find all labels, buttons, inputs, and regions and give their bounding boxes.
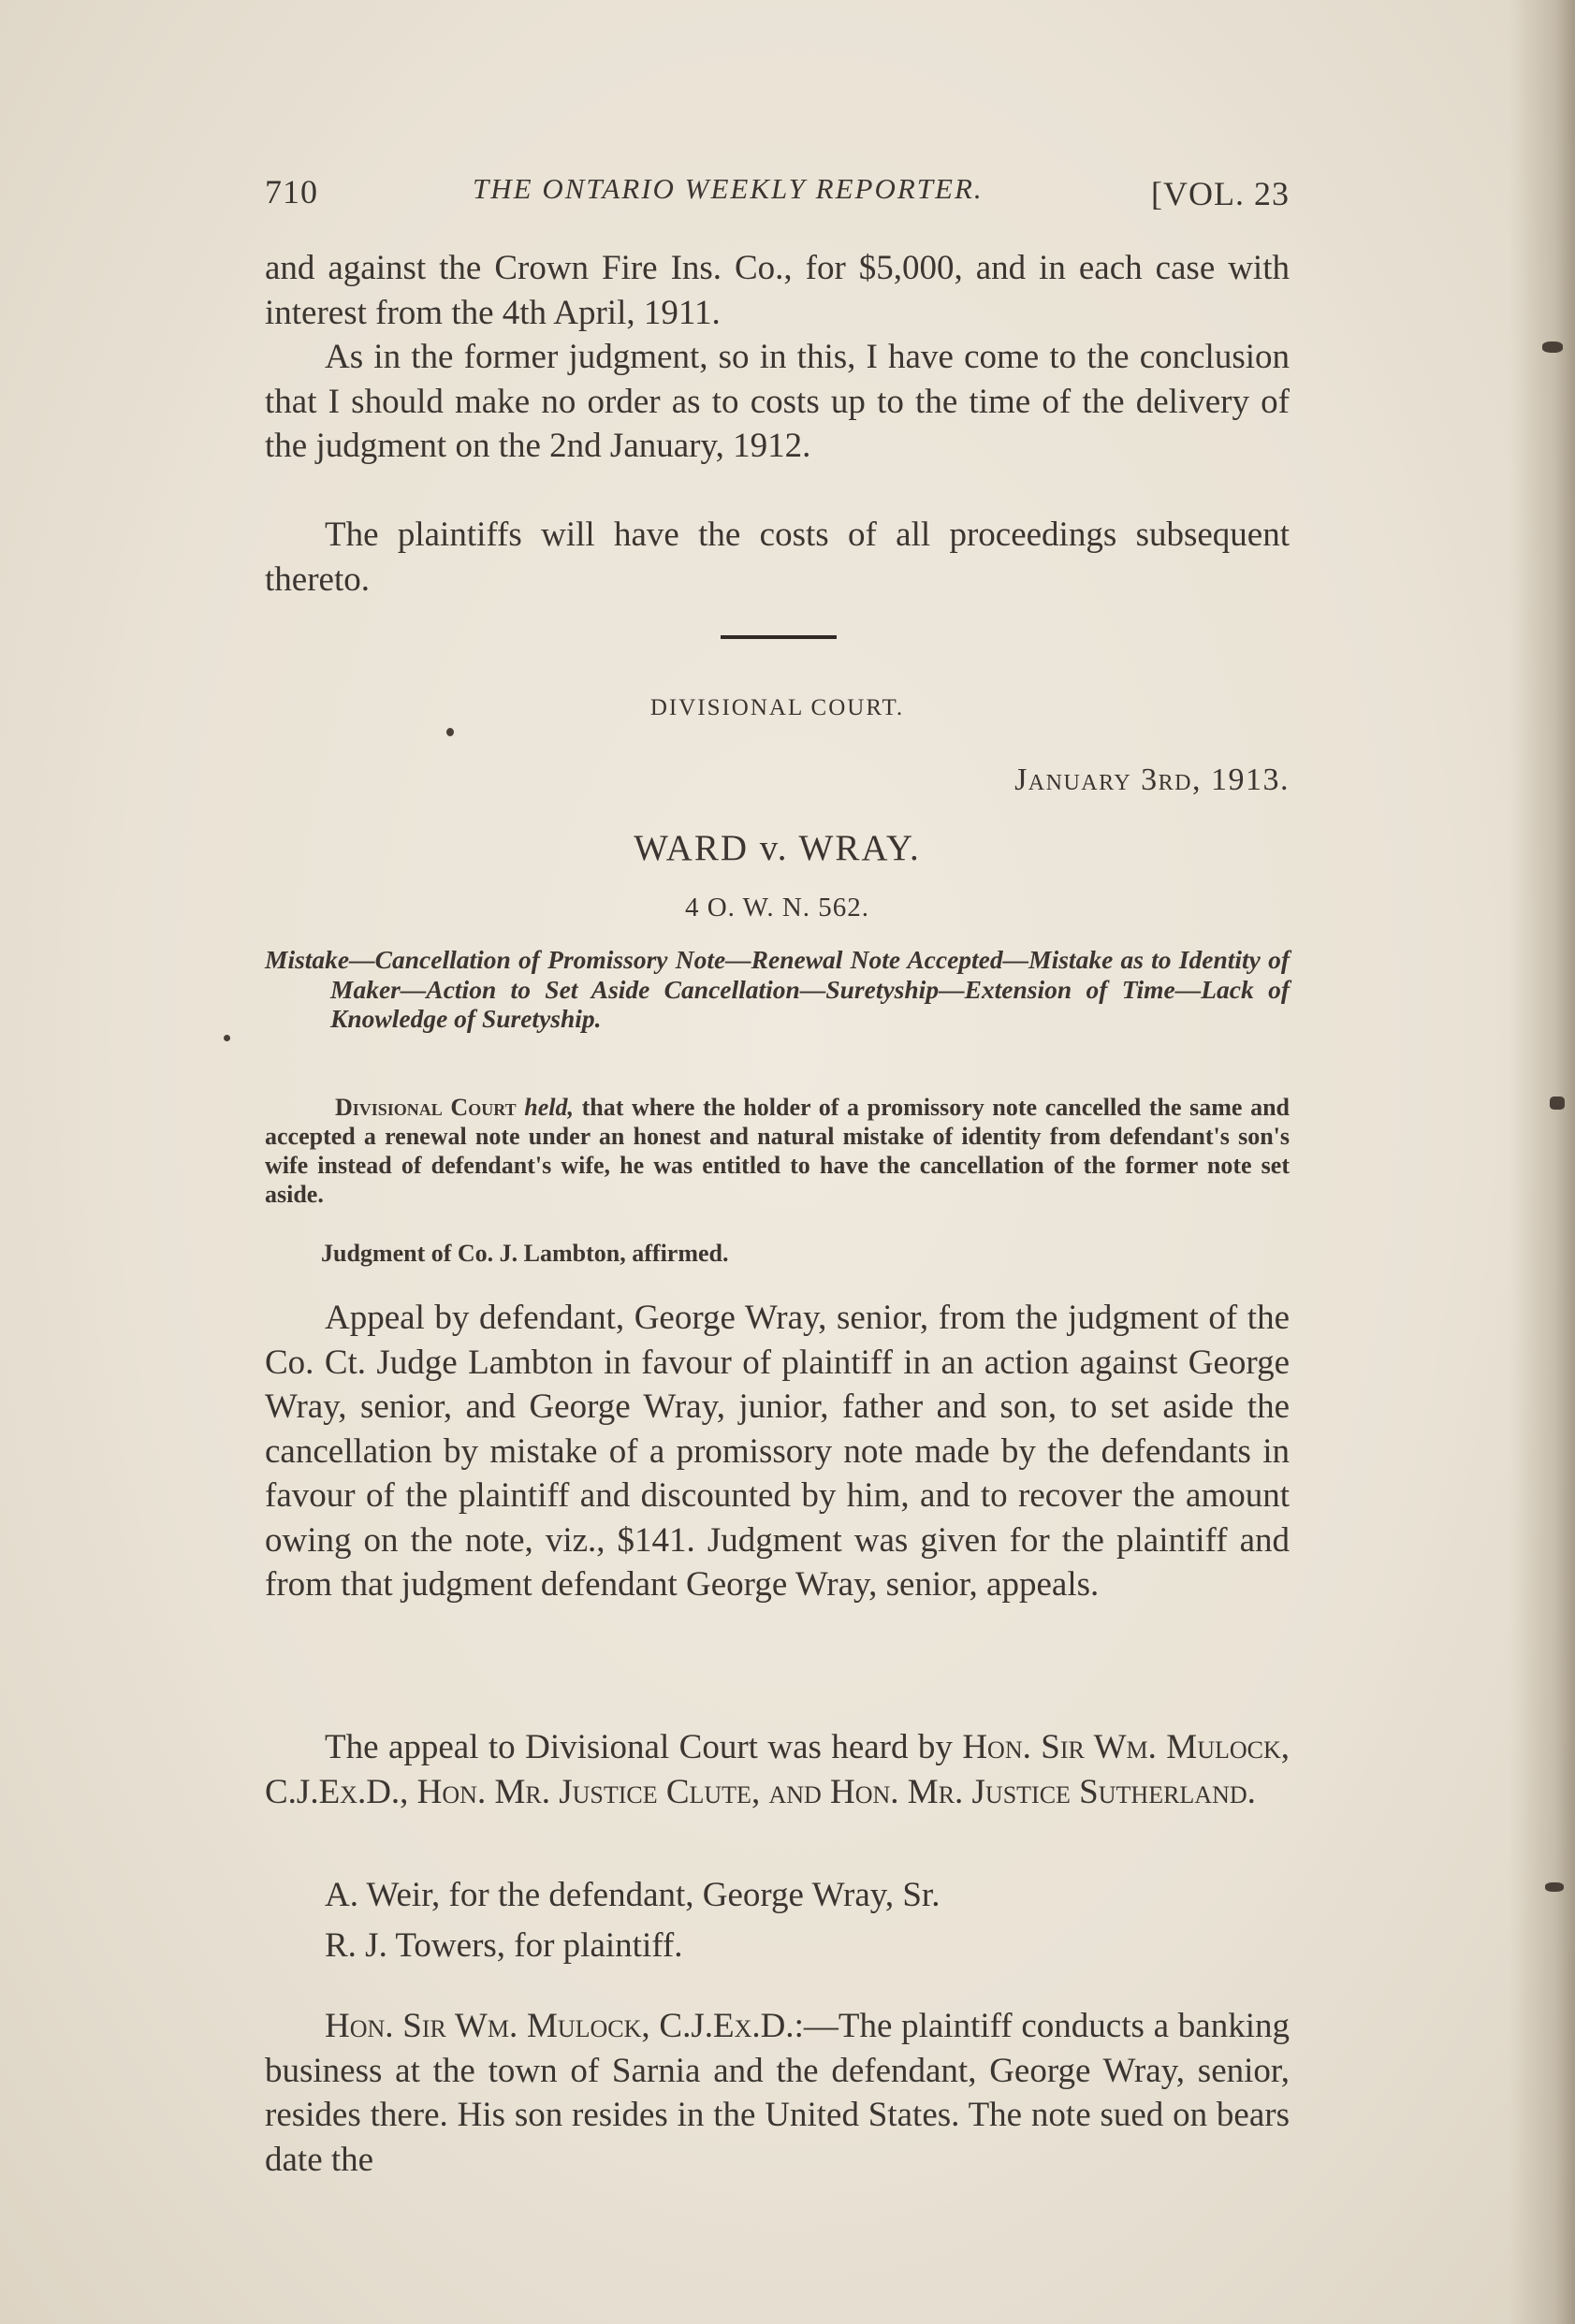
judgment-affirmed-note: Judgment of Co. J. Lambton, affirmed. (321, 1240, 729, 1267)
section-divider (721, 635, 837, 639)
opinion-paragraph (265, 2004, 1290, 2182)
headnote-catchwords: Mistake—Cancellation of Promissory Note—Renewal Note Accepted—Mistake as to Identity of Maker—Action to Set Aside Cancellation—Suretyship—Extension of Time—Lack of Knowledge of Suretyship. (265, 945, 1290, 1033)
case-citation: 4 O. W. N. 562. (684, 893, 870, 922)
statement-of-appeal: Appeal by defendant, George Wray, senior, from the judgment of the Co. Ct. Judge Lambton in favour of plaintiff in an action against George Wray, senior, and George Wray, junior, father and son, to set aside the cancellation by mistake of a promissory note made by the defendants in favour of the plaintiff and discounted by him, and to recover the amount owing on the note, viz., $141. Judgment was given for the plaintiff and from that judgment defendant George Wray, senior, appeals. (265, 1299, 1290, 1604)
ink-speck (224, 1035, 230, 1041)
ink-speck (1550, 1097, 1565, 1110)
decision-date: January 3rd, 1913. (1014, 763, 1290, 797)
headnote-holding (265, 1093, 1290, 1209)
counsel-line: R. J. Towers, for plaintiff. (325, 1926, 683, 1965)
bench-paragraph (265, 1725, 1290, 1814)
bench-judges: Hon. Sir Wm. Mulock, C.J.Ex.D., Hon. Mr. Justice Clute, and Hon. Mr. Justice Sutherland. (265, 1728, 1290, 1811)
opinion-judge: Hon. Sir Wm. Mulock, C.J.Ex.D. (325, 2007, 795, 2045)
holding-text: that where the holder of a promissory note cancelled the same and accepted a renewal note under an honest and natural mistake of identity from defendant's son's wife instead of defendant's wife, he was entitled to have the cancellation of the former note set aside. (265, 1094, 1291, 1208)
previous-case-paragraph: The plaintiffs will have the costs of all proceedings subsequent thereto. (265, 516, 1290, 599)
case-title: WARD v. WRAY. (634, 828, 921, 868)
page-number: 710 (265, 173, 318, 211)
running-head-title: THE ONTARIO WEEKLY REPORTER. (473, 172, 984, 205)
holding-court-name: Divisional Court (335, 1094, 517, 1121)
bench-prefix: The appeal to Divisional Court was heard by (325, 1728, 963, 1766)
holding-held: held, (524, 1094, 574, 1121)
previous-case-paragraph: and against the Crown Fire Ins. Co., for $5,000, and in each case with interest from the 4th April, 1911. (265, 249, 1290, 332)
volume-number: [VOL. 23 (1151, 175, 1290, 212)
opinion-text: :—The plaintiff conducts a banking business at the town of Sarnia and the defendant, George Wray, senior, resides there. His son resides in the United States. The note sued on bears date the (265, 2007, 1290, 2179)
counsel-line: A. Weir, for the defendant, George Wray, Sr. (325, 1876, 941, 1914)
previous-case-paragraph: As in the former judgment, so in this, I have come to the conclusion that I should make no order as to costs up to the time of the delivery of the judgment on the 2nd January, 1912. (265, 338, 1290, 465)
ink-speck (1542, 341, 1563, 353)
ink-speck (1545, 1882, 1564, 1892)
running-header (265, 165, 1290, 221)
ink-speck (446, 728, 454, 736)
court-name: DIVISIONAL COURT. (649, 695, 905, 720)
